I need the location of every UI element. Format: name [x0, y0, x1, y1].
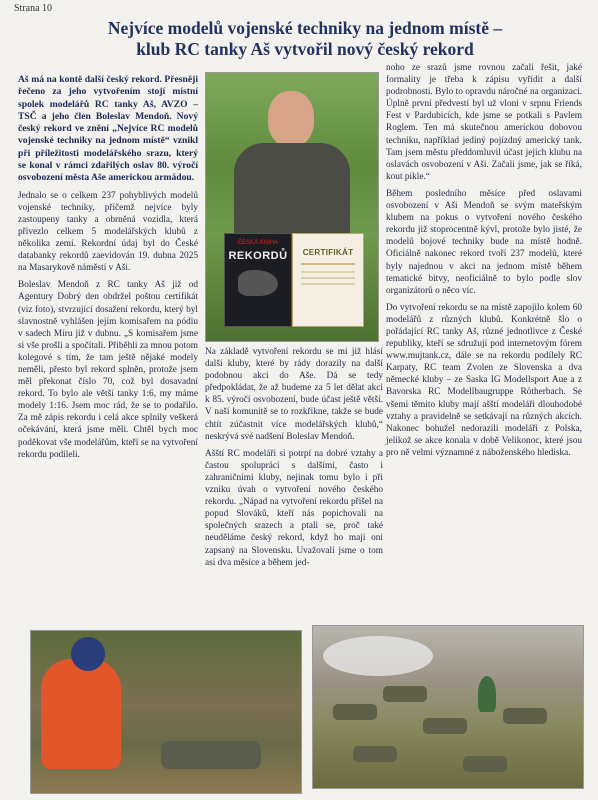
smoke-cloud [323, 636, 433, 676]
model-tank [353, 746, 397, 762]
person-head [268, 91, 314, 147]
book-title: REKORDŮ [228, 250, 288, 262]
map-shape [238, 270, 278, 296]
paragraph-col3-3: Do vytvoření rekordu se na místě zapojilo kolem 60 modelářů z různých klubů. Konkrétně šlo o pořádající RC tanky Aš, různé jednotlivce z České republiky, kteří se sdružují pod internetovým fórem www.mujtank.cz, dále se na rekordu podílely RC Karpaty, RC team Zvolen ze Slovenska a dva německé kluby – ze Saska IG Modellsport Aue a z Bavorska RC Modellbaugruppe Rötherbach. Se všemi těmito kluby mají ašští modeláři dlouhodobé vztahy a pravidelně se setkávají na různých akcích. Nakonec bohužel nedorazili modeláři z Polska, jelikož se akce konala v době Velikonoc, které jsou pro ně velmi významné z náboženského hlediska. [386, 302, 582, 458]
certificate-line [301, 263, 355, 265]
certificate-line [301, 271, 355, 273]
paragraph-col3-1: noho ze srazů jsme rovnou začali řešit, jaké formality je třeba k zápisu vyřídit a další podrobnosti. Bylo to opravdu náročné na organizaci. Úplně první předvestí byl už vloni v srpnu Friends Fest v Pardubicích, kde jsme se potkali s Pavlem Roglem. Ten má skutečnou americkou dobovou techniku, například jediný pojízdný americký tank. Tam jsem městu předdomluvil účast jejich klubu na oslavách osvobození v Aši. Začali jsme, jak se říká, kout pikle.“ [386, 63, 582, 182]
paragraph-col2-1: Ašští RC modeláři si potrpí na dobré vztahy a častou spolupráci s dalšími, často i zahraničními kluby, nejinak tomu bylo i při vzniku úvah o vytvoření nového českého rekordu. „Nápad na vytvoření rekordu přišel na popud Slováků, kteří nás popichovali na společných srazech a ptali se, proč také neuděláme český rekord, když ho mají oni zapsaný na Slovensku. Uvažovali jsme o tom asi dva měsíce a během jed- [205, 448, 383, 568]
headline-line-2: klub RC tanky Aš vytvořil nový český rekord [136, 39, 474, 59]
article-lead: Aš má na kontě další český rekord. Přesněji řečeno za jeho vytvořením stojí místní spolek modelářů RC tanky Aš, AVZO – TSČ a jeho člen Boleslav Mendoň. Nový český rekord ve znění „Nejvíce RC modelů vojenské techniky na jednom místě“ vznikl při příležitosti modelářského srazu, který se konal v rámci zdařilých oslav 80. výročí osvobození města Aše americkou armádou. [18, 74, 198, 184]
page-number: Strana 10 [14, 3, 53, 14]
article-headline [40, 18, 570, 60]
model-tank [463, 756, 507, 772]
paragraph-col3-2: Během posledního měsíce před oslavami osvobození v Aši Mendoň se svým mateřským klubem na pokus o vytvoření nového českého rekordu již stoprocentně kývl, protože bylo jisté, že modelů bojové techniky bude na místě hodně. Oficiálně nakonec rekord tvoří 237 modelů, které byly najednou v akci na jednom místě během tematické bitvy, neoficiálně to bylo podle slov organizátorů o něco víc. [386, 188, 582, 296]
photo-child-with-tank [30, 630, 302, 794]
paragraph-col1-2: Boleslav Mendoň z RC tanky Aš již od Agentury Dobrý den obdržel poštou certifikát (viz foto), stvrzující dosažení rekordu, který byl slavnostně vyhlášen jejím komisařem na pódiu v sadech Míru již v dubnu. „S komisařem jsme si vše prošli a spočítali. Přiběhli za mnou potom kolegové s tím, že tam ještě nějaké modely neměli, přesto byl rekord splněn, protože jsem měl překonat číslo 70, což byl dosavadní rekord. To bylo ale větší tanky 1:6, my máme modely 1:16. Jsem moc rád, že se to podařilo. Za mě zápis rekordu i celá akce splnily veškerá očekávání, která jsme měli. Chtěl bych moc poděkovat vše modelářům, kteří se na vytvoření rekordu podíleli. [18, 280, 198, 460]
certificate-line [301, 283, 355, 285]
book-small-title: ČESKÁ KNIHA [237, 240, 279, 246]
small-tree [478, 676, 496, 712]
child-figure [41, 659, 121, 769]
photo-man-with-certificate [205, 72, 379, 342]
certificate-line [301, 277, 355, 279]
model-tank [423, 718, 467, 734]
column-2 [205, 346, 383, 569]
certificate [292, 233, 364, 327]
certificate-title: CERTIFIKÁT [302, 248, 354, 257]
child-head [71, 637, 105, 671]
column-1 [18, 74, 198, 466]
record-book [224, 233, 292, 327]
paragraph-col1-1: Jednalo se o celkem 237 pohyblivých modelů vojenské techniky, přičemž nejvíce byly zastoupeny tanky a obrněná vozidla, která přivezlo celkem 5 modelářských klubů z několika zemí. Rekordní údaj byl do České databanky rekordů zaevidován 19. dubna 2025 na Masarykově náměstí v Aši. [18, 190, 198, 274]
model-tank [503, 708, 547, 724]
model-tank [383, 686, 427, 702]
model-tank [161, 741, 261, 769]
quote-continuation: Na základě vytvoření rekordu se mi již hlásí další kluby, které by rády dorazily na další podobnou akci do Aše. Dá se tedy předpokládat, že až budeme za 5 let dělat akci k 85. výročí osvobození, bude účast ještě větší. V naší komunitě se to rozkřikne, takže se bude chtít zúčastnit více modelářských klubů,“ neskrývá své nadšení Boleslav Mendoň. [205, 347, 383, 442]
model-tank [333, 704, 377, 720]
column-3 [386, 62, 582, 464]
photo-tank-battle [312, 625, 584, 789]
headline-line-1: Nejvíce modelů vojenské techniky na jednom místě – [107, 18, 503, 38]
